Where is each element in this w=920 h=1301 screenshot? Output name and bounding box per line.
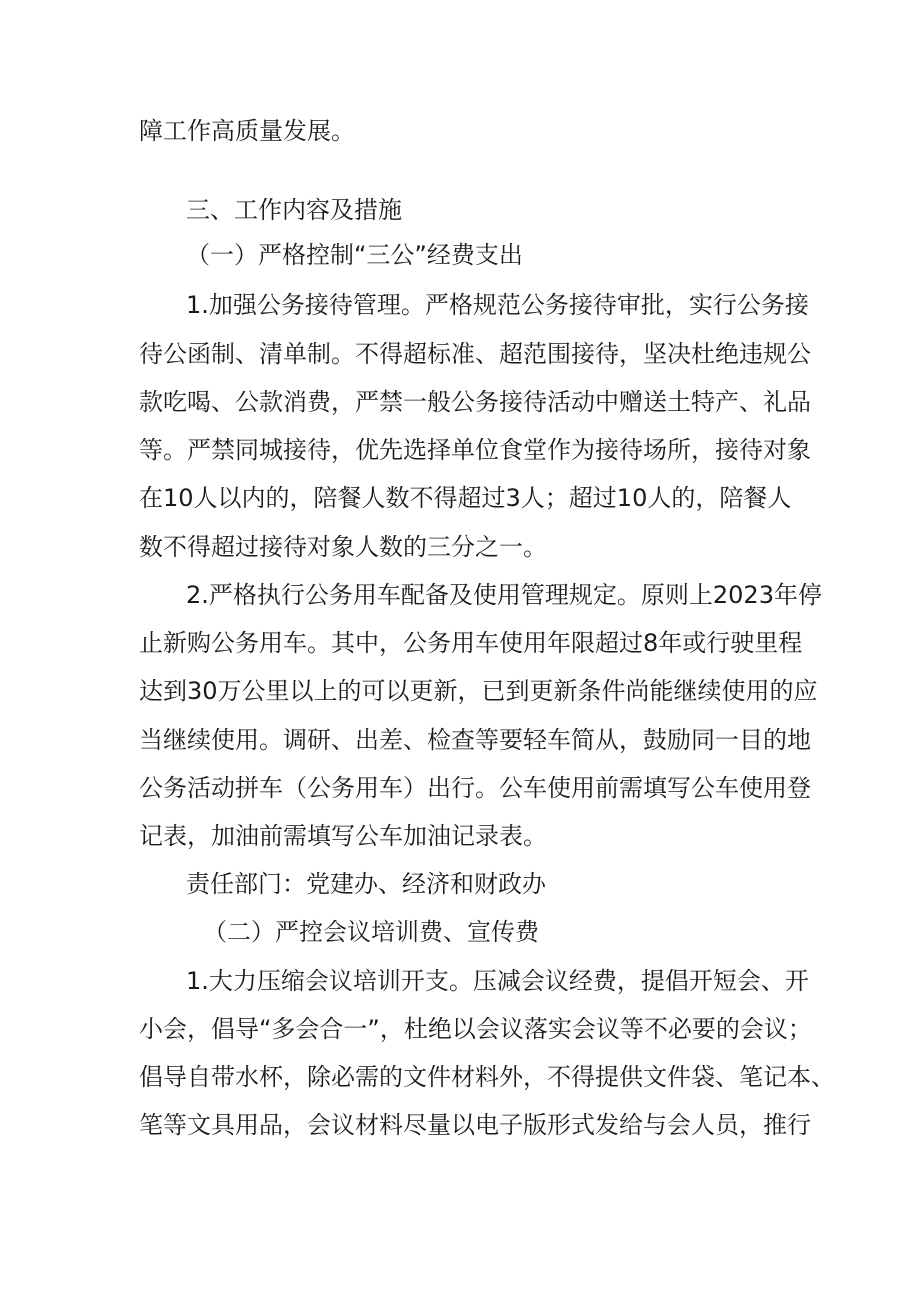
paragraph-line: 笔等文具用品，会议材料尽量以电子版形式发给与会人员，推行 [139,1111,811,1139]
paragraph-line: 数不得超过接待对象人数的三分之一。 [139,533,547,561]
paragraph-line: 小会，倡导“多会合一”，杜绝以会议落实会议等不必要的会议； [139,1015,812,1043]
section-heading: 三、工作内容及措施 [186,196,402,224]
paragraph-line: 当继续使用。调研、出差、检查等要轻车简从，鼓励同一目的地 [139,726,811,754]
subsection-heading: （二）严控会议培训费、宣传费 [203,918,539,946]
paragraph-line: 待公函制、清单制。不得超标准、超范围接待，坚决杜绝违规公 [139,340,811,368]
paragraph-line: 2.严格执行公务用车配备及使用管理规定。原则上2023年停 [186,581,822,609]
paragraph-line: 记表，加油前需填写公车加油记录表。 [139,822,547,850]
subsection-heading: （一）严格控制“三公”经费支出 [186,241,523,269]
responsible-department: 责任部门：党建办、经济和财政办 [186,870,546,898]
paragraph-line: 1.加强公务接待管理。严格规范公务接待审批，实行公务接 [186,291,809,319]
paragraph-line: 倡导自带水杯，除必需的文件材料外，不得提供文件袋、笔记本、 [139,1063,835,1091]
paragraph-line: 等。严禁同城接待，优先选择单位食堂作为接待场所，接待对象 [139,436,811,464]
paragraph-line: 止新购公务用车。其中，公务用车使用年限超过8年或行驶里程 [139,629,803,657]
paragraph-line: 1.大力压缩会议培训开支。压减会议经费，提倡开短会、开 [186,967,809,995]
paragraph-line: 达到30万公里以上的可以更新，已到更新条件尚能继续使用的应 [139,677,818,705]
paragraph-line: 公务活动拼车（公务用车）出行。公车使用前需填写公车使用登 [139,774,811,802]
paragraph-line: 障工作高质量发展。 [139,117,355,145]
paragraph-line: 款吃喝、公款消费，严禁一般公务接待活动中赠送土特产、礼品 [139,388,811,416]
paragraph-line: 在10人以内的，陪餐人数不得超过3人；超过10人的，陪餐人 [139,484,792,512]
